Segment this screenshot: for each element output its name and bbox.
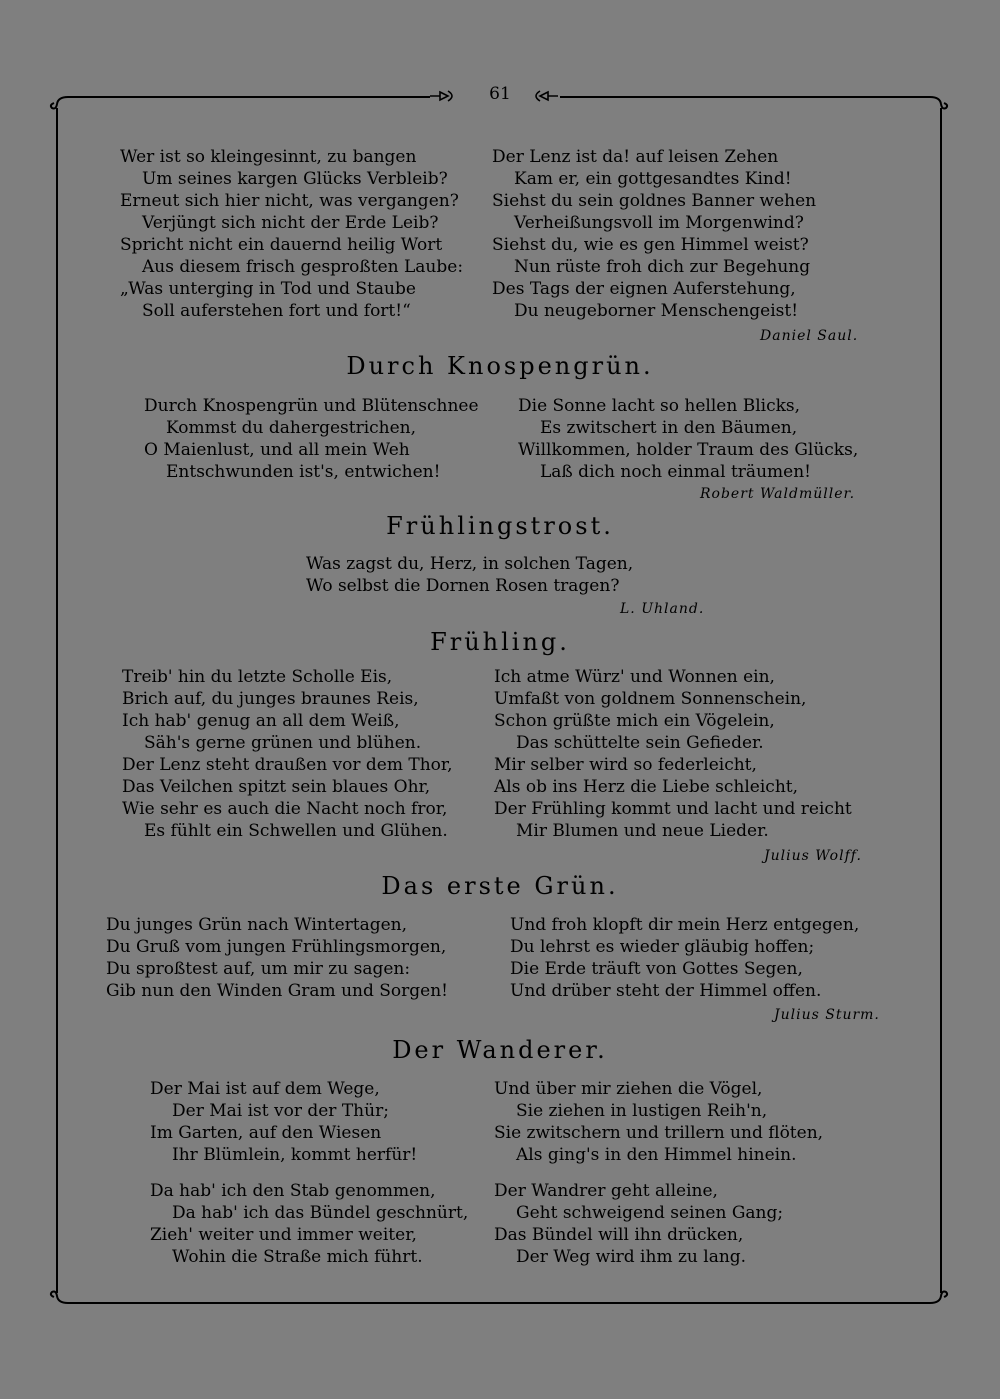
frame-top-right bbox=[560, 96, 930, 98]
verse-line: Wer ist so kleingesinnt, zu bangen bbox=[120, 147, 417, 167]
verse-line: Das schüttelte sein Gefieder. bbox=[516, 733, 764, 753]
verse-line: Der Wandrer geht alleine, bbox=[494, 1181, 718, 1201]
verse-line: Da hab' ich das Bündel geschnürt, bbox=[172, 1203, 469, 1223]
frame-right bbox=[940, 108, 942, 1293]
verse-line: Und froh klopft dir mein Herz entgegen, bbox=[510, 915, 860, 935]
verse-line: Laß dich noch einmal träumen! bbox=[540, 462, 811, 482]
poem-3-author: L. Uhland. bbox=[620, 601, 705, 617]
verse-line: Siehst du sein goldnes Banner wehen bbox=[492, 191, 817, 211]
poem-1-left-column bbox=[120, 146, 463, 322]
verse-line: Durch Knospengrün und Blütenschnee bbox=[144, 396, 479, 416]
verse-line: Zieh' weiter und immer weiter, bbox=[150, 1225, 417, 1245]
poem-4-left-column bbox=[122, 666, 453, 842]
poem-6-right-column bbox=[494, 1078, 823, 1268]
verse-line: Du Gruß vom jungen Frühlingsmorgen, bbox=[106, 937, 447, 957]
verse-line: Wo selbst die Dornen Rosen tragen? bbox=[306, 576, 620, 596]
verse-line: Und drüber steht der Himmel offen. bbox=[510, 981, 822, 1001]
verse-line: Treib' hin du letzte Scholle Eis, bbox=[122, 667, 393, 687]
verse-line: Wie sehr es auch die Nacht noch fror, bbox=[122, 799, 448, 819]
poem-2-left-column bbox=[144, 395, 479, 483]
verse-line: Nun rüste froh dich zur Begehung bbox=[514, 257, 811, 277]
frame-left bbox=[56, 108, 58, 1293]
verse-line: Das Bündel will ihn drücken, bbox=[494, 1225, 744, 1245]
poem-5-left-column bbox=[106, 914, 448, 1002]
verse-line: Der Frühling kommt und lacht und reicht bbox=[494, 799, 852, 819]
verse-line: Soll auferstehen fort und fort!“ bbox=[142, 301, 411, 321]
verse-line: Im Garten, auf den Wiesen bbox=[150, 1123, 382, 1143]
poem-5-title: Das erste Grün. bbox=[381, 872, 619, 900]
verse-line: Ihr Blümlein, kommt herfür! bbox=[172, 1145, 418, 1165]
verse-line: Schon grüßte mich ein Vögelein, bbox=[494, 711, 775, 731]
verse-line: Als ging's in den Himmel hinein. bbox=[516, 1145, 797, 1165]
verse-line: Erneut sich hier nicht, was vergangen? bbox=[120, 191, 459, 211]
verse-line: Kommst du dahergestrichen, bbox=[166, 418, 417, 438]
poem-6-title: Der Wanderer. bbox=[392, 1036, 608, 1064]
verse-line: Sie zwitschern und trillern und flöten, bbox=[494, 1123, 824, 1143]
verse-line: Umfaßt von goldnem Sonnenschein, bbox=[494, 689, 807, 709]
verse-line: Der Weg wird ihm zu lang. bbox=[516, 1247, 747, 1267]
verse-line: Spricht nicht ein dauernd heilig Wort bbox=[120, 235, 443, 255]
verse-line: Säh's gerne grünen und blühen. bbox=[144, 733, 422, 753]
frame-bottom bbox=[68, 1302, 930, 1304]
verse-line: Ich atme Würz' und Wonnen ein, bbox=[494, 667, 775, 687]
verse-line: Du neugeborner Menschengeist! bbox=[514, 301, 799, 321]
verse-line: Du sproßtest auf, um mir zu sagen: bbox=[106, 959, 411, 979]
verse-line: Die Erde träuft von Gottes Segen, bbox=[510, 959, 803, 979]
verse-line: Sie ziehen in lustigen Reih'n, bbox=[516, 1101, 768, 1121]
verse-line: Gib nun den Winden Gram und Sorgen! bbox=[106, 981, 448, 1001]
poem-2-author: Robert Waldmüller. bbox=[700, 486, 856, 502]
page-number: 61 bbox=[489, 84, 511, 104]
verse-line: Da hab' ich den Stab genommen, bbox=[150, 1181, 436, 1201]
verse-line: Der Lenz steht draußen vor dem Thor, bbox=[122, 755, 453, 775]
frame-corner-ornament-bl bbox=[48, 1288, 70, 1310]
poem-4-author: Julius Wolff. bbox=[764, 848, 862, 864]
verse-line: Geht schweigend seinen Gang; bbox=[516, 1203, 784, 1223]
verse-line: Der Mai ist vor der Thür; bbox=[172, 1101, 389, 1121]
poem-4-right-column bbox=[494, 666, 852, 842]
verse-line: Entschwunden ist's, entwichen! bbox=[166, 462, 441, 482]
verse-line: Es fühlt ein Schwellen und Glühen. bbox=[144, 821, 448, 841]
verse-line: Das Veilchen spitzt sein blaues Ohr, bbox=[122, 777, 431, 797]
verse-line: Verheißungsvoll im Morgenwind? bbox=[514, 213, 804, 233]
verse-line: Der Mai ist auf dem Wege, bbox=[150, 1079, 380, 1099]
verse-line: „Was unterging in Tod und Staube bbox=[120, 279, 416, 299]
verse-line: Um seines kargen Glücks Verbleib? bbox=[142, 169, 448, 189]
poem-2-title: Durch Knospengrün. bbox=[346, 352, 654, 380]
verse-line: Wohin die Straße mich führt. bbox=[172, 1247, 423, 1267]
verse-line: Siehst du, wie es gen Himmel weist? bbox=[492, 235, 809, 255]
verse-line: Es zwitschert in den Bäumen, bbox=[540, 418, 798, 438]
frame-corner-ornament-tr bbox=[928, 90, 950, 112]
verse-line: Als ob ins Herz die Liebe schleicht, bbox=[494, 777, 798, 797]
verse-line: Der Lenz ist da! auf leisen Zehen bbox=[492, 147, 779, 167]
poem-3-title: Frühlingstrost. bbox=[386, 512, 614, 540]
poem-1-author: Daniel Saul. bbox=[760, 328, 859, 344]
verse-line: Ich hab' genug an all dem Weiß, bbox=[122, 711, 400, 731]
verse-line: Mir selber wird so federleicht, bbox=[494, 755, 757, 775]
verse-line: Des Tags der eignen Auferstehung, bbox=[492, 279, 796, 299]
poem-4-title: Frühling. bbox=[430, 628, 570, 656]
page-number-ornament-right bbox=[530, 87, 560, 105]
verse-line: Aus diesem frisch gesproßten Laube: bbox=[142, 257, 464, 277]
verse-line: Verjüngt sich nicht der Erde Leib? bbox=[142, 213, 439, 233]
verse-line: Willkommen, holder Traum des Glücks, bbox=[518, 440, 859, 460]
poem-5-right-column bbox=[510, 914, 859, 1002]
page-number-ornament-left bbox=[428, 87, 458, 105]
verse-line: Du lehrst es wieder gläubig hoffen; bbox=[510, 937, 815, 957]
poem-3-column bbox=[306, 553, 633, 597]
verse-line: Was zagst du, Herz, in solchen Tagen, bbox=[306, 554, 634, 574]
verse-line: Und über mir ziehen die Vögel, bbox=[494, 1079, 763, 1099]
frame-top-left bbox=[68, 96, 430, 98]
poem-1-right-column bbox=[492, 146, 816, 322]
frame-corner-ornament-br bbox=[928, 1288, 950, 1310]
poem-2-right-column bbox=[518, 395, 858, 483]
verse-line: Brich auf, du junges braunes Reis, bbox=[122, 689, 419, 709]
verse-line: Mir Blumen und neue Lieder. bbox=[516, 821, 769, 841]
verse-line: Kam er, ein gottgesandtes Kind! bbox=[514, 169, 792, 189]
verse-line: Die Sonne lacht so hellen Blicks, bbox=[518, 396, 801, 416]
poem-6-left-column bbox=[150, 1078, 468, 1268]
verse-line: Du junges Grün nach Wintertagen, bbox=[106, 915, 408, 935]
poem-5-author: Julius Sturm. bbox=[774, 1007, 880, 1023]
verse-line: O Maienlust, und all mein Weh bbox=[144, 440, 410, 460]
frame-corner-ornament-tl bbox=[48, 90, 70, 112]
